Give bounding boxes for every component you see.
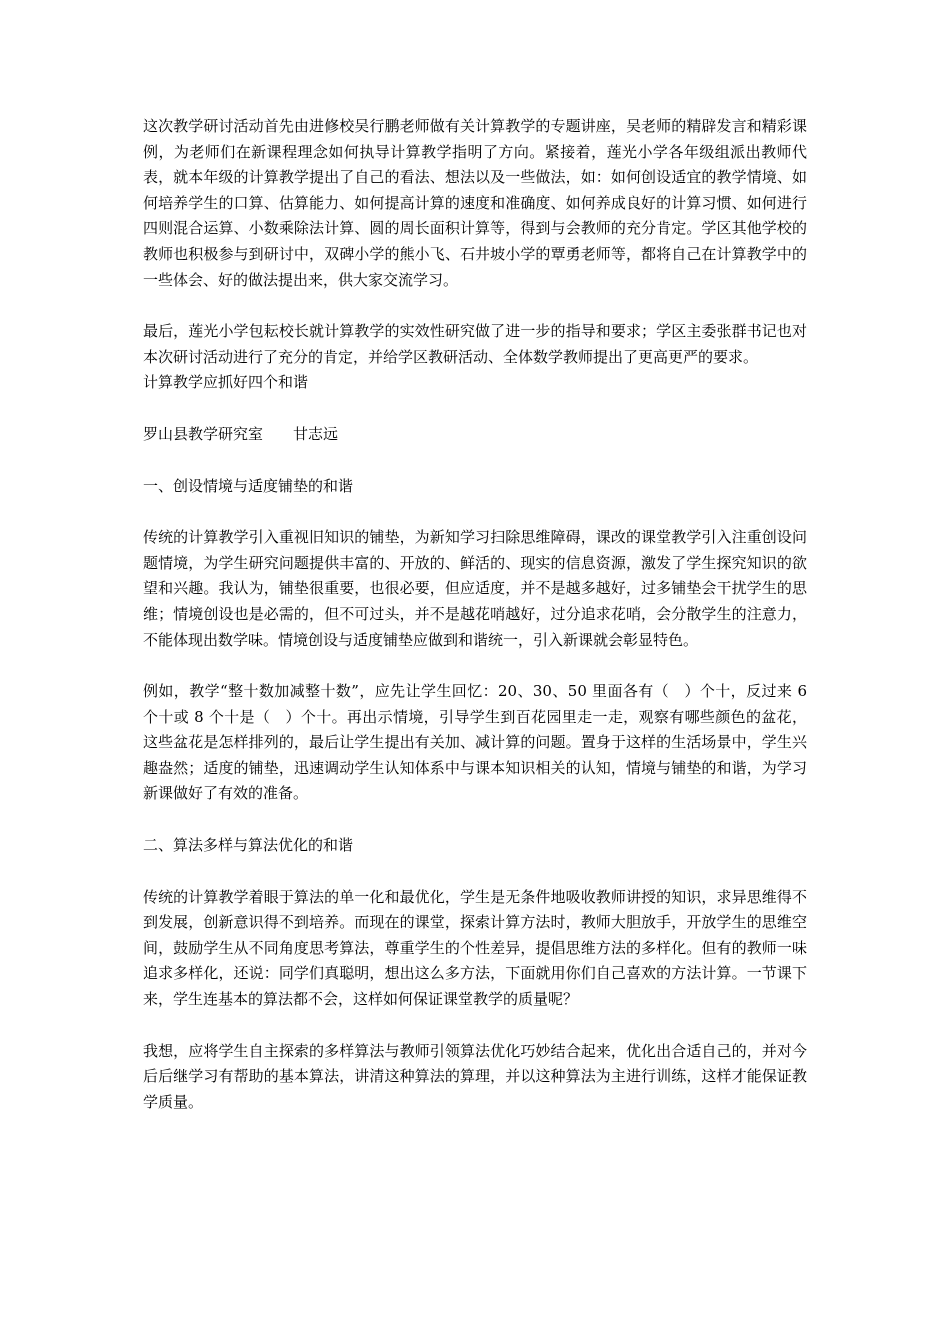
author-line [143,422,807,448]
section-heading-1: 一、创设情境与适度铺垫的和谐 [143,476,354,495]
paragraph-section-2-conclusion: 我想，应将学生自主探索的多样算法与教师引领算法优化巧妙结合起来，优化出合适自己的，并对今后后继学习有帮助的基本算法，讲清这种算法的算理，并以这种算法为主进行训练，这样才能保证教学质量。 [143,1041,807,1111]
paragraph-activity-closing: 最后，莲光小学包耘校长就计算教学的实效性研究做了进一步的指导和要求；学区主委张群书记也对本次研讨活动进行了充分的肯定，并给学区教研活动、全体数学教师提出了更高更严的要求。 [143,322,807,366]
section-heading-2: 二、算法多样与算法优化的和谐 [143,836,354,855]
author-name: 甘志远 [293,424,339,443]
paragraph-section-1-body: 传统的计算教学引入重视旧知识的铺垫，为新知学习扫除思维障碍，课改的课堂教学引入注重创设问题情境，为学生研究问题提供丰富的、开放的、鲜活的、现实的信息资源，激发了学生探究知识的欲望和兴趣。我认为，铺垫很重要，也很必要，但应适度，并不是越多越好，过多铺垫会干扰学生的思维；情境创设也是必需的，但不可过头，并不是越花哨越好，过分追求花哨，会分散学生的注意力，不能体现出数学味。情境创设与适度铺垫应做到和谐统一，引入新课就会彰显特色。 [143,528,807,649]
author-affiliation: 罗山县教学研究室 [143,424,264,443]
paragraph-section-2-body: 传统的计算教学着眼于算法的单一化和最优化，学生是无条件地吸收教师讲授的知识，求异思维得不到发展，创新意识得不到培养。而现在的课堂，探索计算方法时，教师大胆放手，开放学生的思维空间，鼓励学生从不同角度思考算法，尊重学生的个性差异，提倡思维方法的多样化。但有的教师一味追求多样化，还说：同学们真聪明，想出这么多方法，下面就用你们自己喜欢的方法计算。一节课下来，学生连基本的算法都不会，这样如何保证课堂教学的质量呢？ [143,887,807,1009]
document-body [143,114,807,1115]
paragraph-section-1-example: 例如，教学“整十数加减整十数”，应先让学生回忆：20、30、50 里面各有（ ）个十，反过来 6 个十或 8 个十是（ ）个十。再出示情境，引导学生到百花园里走一走，观察有哪些颜色的盆花，这些盆花是怎样排列的，最后让学生提出有关加、减计算的问题。置身于这样的生活场景中，学生兴趣盎然；适度的铺垫，迅速调动学生认知体系中与课本知识相关的认知，情境与铺垫的和谐，为学习新课做好了有效的准备。 [143,682,807,803]
paragraph-activity-intro: 这次教学研讨活动首先由进修校吴行鹏老师做有关计算教学的专题讲座，吴老师的精辟发言和精彩课例，为老师们在新课程理念如何执导计算教学指明了方向。紧接着，莲光小学各年级组派出教师代表，就本年级的计算教学提出了自己的看法、想法以及一些做法，如：如何创设适宜的教学情境、如何培养学生的口算、估算能力、如何提高计算的速度和准确度、如何养成良好的计算习惯、如何进行四则混合运算、小数乘除法计算、圆的周长面积计算等，得到与会教师的充分肯定。学区其他学校的教师也积极参与到研讨中，双碑小学的熊小飞、石井坡小学的覃勇老师等，都将自己在计算教学中的一些体会、好的做法提出来，供大家交流学习。 [143,117,807,289]
article-title: 计算教学应抓好四个和谐 [143,373,309,392]
